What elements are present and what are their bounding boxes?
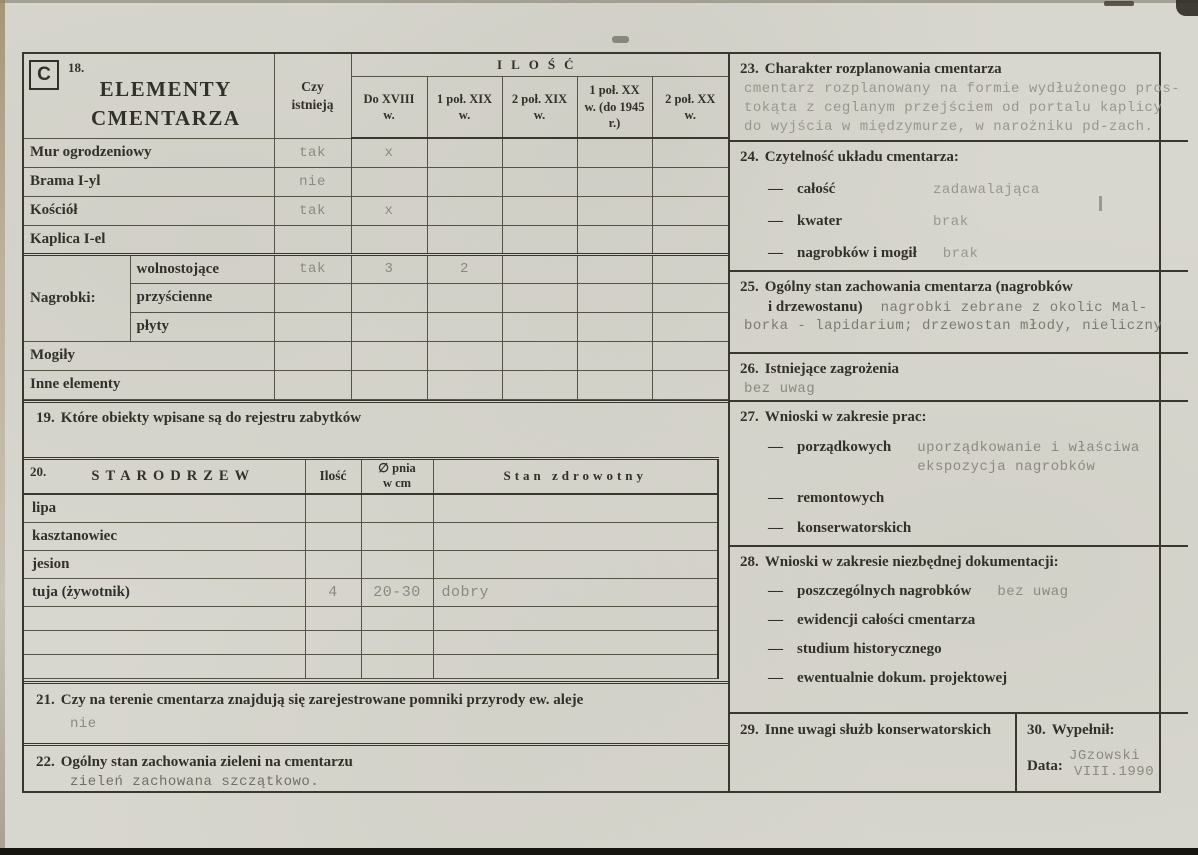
section-20 bbox=[24, 457, 728, 681]
date-value: VIII.1990 bbox=[1074, 764, 1155, 780]
exists-value bbox=[274, 312, 351, 341]
period-value bbox=[427, 370, 502, 399]
scan-artifact bbox=[1104, 1, 1134, 6]
date-label: Data: bbox=[1027, 758, 1063, 774]
row-label: Kościół bbox=[24, 196, 274, 225]
period-value bbox=[502, 341, 577, 370]
exists-value: tak bbox=[274, 196, 351, 225]
scan-artifact bbox=[612, 36, 629, 43]
tree-count bbox=[305, 654, 361, 678]
period-value bbox=[502, 196, 577, 225]
period-value bbox=[652, 370, 728, 399]
tree-count bbox=[305, 494, 361, 522]
health-column-header: Stan zdrowotny bbox=[433, 458, 718, 494]
period-value bbox=[577, 167, 652, 196]
period-value bbox=[351, 283, 427, 312]
section-29 bbox=[730, 714, 1017, 791]
right-column bbox=[730, 54, 1188, 791]
tree-diameter bbox=[361, 606, 433, 630]
tree-health bbox=[433, 550, 718, 578]
period-value bbox=[577, 225, 652, 254]
exists-value bbox=[274, 225, 351, 254]
period-value bbox=[502, 283, 577, 312]
table-row bbox=[24, 283, 728, 312]
tree-name bbox=[24, 630, 305, 654]
quantity-header: ILOŚĆ bbox=[351, 54, 728, 76]
tree-diameter bbox=[361, 494, 433, 522]
table-row bbox=[24, 550, 718, 578]
exists-value: tak bbox=[274, 254, 351, 283]
period-value bbox=[427, 138, 502, 167]
period-value bbox=[577, 341, 652, 370]
section-18-number: 18. bbox=[68, 60, 85, 75]
count-column-header: Ilość bbox=[305, 458, 361, 494]
section-26-answer: bez uwag bbox=[744, 381, 816, 397]
form-title-cell bbox=[24, 54, 274, 138]
corner-letter-box: C bbox=[29, 60, 59, 90]
tree-count bbox=[305, 522, 361, 550]
period-value bbox=[652, 225, 728, 254]
period-value: x bbox=[351, 196, 427, 225]
table-row bbox=[24, 225, 728, 254]
row-label: wolnostojące bbox=[130, 254, 274, 283]
table-row bbox=[24, 630, 718, 654]
table-row bbox=[24, 196, 728, 225]
period-value: 2 bbox=[427, 254, 502, 283]
item-answer: zadawalająca bbox=[933, 182, 1040, 198]
section-25 bbox=[730, 272, 1188, 354]
period-value bbox=[577, 138, 652, 167]
section-29-title: 29. Inne uwagi służb konserwatorskich bbox=[740, 722, 992, 738]
table-row bbox=[24, 167, 728, 196]
tree-health bbox=[433, 522, 718, 550]
filled-by-value: JGzowski bbox=[1069, 748, 1141, 764]
form-title bbox=[30, 59, 268, 132]
item-answer: uporządkowanie i właściwa ekspozycja nagrobków bbox=[917, 440, 1140, 475]
exists-value bbox=[274, 370, 351, 399]
tree-name: lipa bbox=[24, 494, 305, 522]
tree-name bbox=[24, 606, 305, 630]
period-value bbox=[427, 225, 502, 254]
dash: — bbox=[768, 520, 783, 536]
section-21 bbox=[24, 681, 728, 743]
period-value bbox=[502, 370, 577, 399]
period-value bbox=[652, 312, 728, 341]
section-23 bbox=[730, 54, 1188, 142]
period-value bbox=[577, 370, 652, 399]
nagrobki-group-label: Nagrobki: bbox=[24, 254, 130, 341]
section-27 bbox=[730, 402, 1188, 547]
dash: — bbox=[768, 583, 783, 599]
dash: — bbox=[768, 213, 783, 229]
item-answer: brak bbox=[933, 214, 969, 230]
table-row bbox=[24, 606, 718, 630]
period-value bbox=[351, 341, 427, 370]
scan-artifact bbox=[1176, 0, 1198, 16]
dash: — bbox=[768, 641, 783, 657]
list-item: — remontowych bbox=[768, 490, 885, 506]
section-25-answer-line2: borka - lapidarium; drzewostan młody, nieliczny bbox=[744, 318, 1163, 334]
period-header: 2 poł. XIX w. bbox=[502, 76, 577, 138]
period-value bbox=[577, 312, 652, 341]
period-header: 1 poł. XX w. (do 1945 r.) bbox=[577, 76, 652, 138]
period-value bbox=[652, 341, 728, 370]
table-row bbox=[24, 312, 728, 341]
period-value: 3 bbox=[351, 254, 427, 283]
tree-count bbox=[305, 606, 361, 630]
section-30-title: 30. Wypełnił: bbox=[1027, 722, 1115, 738]
period-value bbox=[577, 254, 652, 283]
exists-column-header: Czy istnieją bbox=[274, 54, 351, 138]
item-answer: bez uwag bbox=[997, 584, 1069, 600]
scan-edge-top bbox=[0, 0, 1198, 3]
row-label: Inne elementy bbox=[24, 370, 274, 399]
row-label: Kaplica I-el bbox=[24, 225, 274, 254]
tree-health: dobry bbox=[433, 578, 718, 606]
period-value bbox=[502, 312, 577, 341]
table-row bbox=[24, 254, 728, 283]
tree-diameter bbox=[361, 630, 433, 654]
scan-edge-left bbox=[0, 0, 5, 855]
tree-name: jesion bbox=[24, 550, 305, 578]
list-item: — poszczególnych nagrobków bez uwag bbox=[768, 583, 1069, 600]
list-item: — porządkowych uporządkowanie i właściwa ekspozycja nagrobków bbox=[768, 439, 1140, 475]
tree-name: kasztanowiec bbox=[24, 522, 305, 550]
period-value bbox=[652, 283, 728, 312]
dash: — bbox=[768, 612, 783, 628]
item-answer: brak bbox=[942, 246, 979, 262]
section-20-number: 20. bbox=[30, 463, 47, 479]
section-21-answer: nie bbox=[70, 715, 97, 732]
section-23-title: 23. Charakter rozplanowania cmentarza bbox=[740, 61, 1002, 77]
diameter-column-header: ∅ pnia w cm bbox=[361, 458, 433, 494]
tree-health bbox=[433, 494, 718, 522]
tree-name bbox=[24, 654, 305, 678]
period-value bbox=[502, 167, 577, 196]
table-row bbox=[24, 522, 718, 550]
exists-value bbox=[274, 341, 351, 370]
period-header: 1 poł. XIX w. bbox=[427, 76, 502, 138]
period-value bbox=[351, 167, 427, 196]
list-item: — ewidencji całości cmentarza bbox=[768, 612, 976, 628]
table-row bbox=[24, 578, 718, 606]
period-header: Do XVIII w. bbox=[351, 76, 427, 138]
section-30 bbox=[1017, 714, 1188, 791]
tree-health bbox=[433, 630, 718, 654]
tree-health bbox=[433, 654, 718, 678]
period-value bbox=[577, 283, 652, 312]
section-27-title: 27. Wnioski w zakresie prac: bbox=[740, 409, 927, 425]
section-21-title: 21. Czy na terenie cmentarza znajdują się zarejestrowane pomniki przyrody ew. aleje bbox=[36, 691, 584, 708]
tree-diameter: 20-30 bbox=[361, 578, 433, 606]
section-28 bbox=[730, 547, 1188, 714]
dash: — bbox=[768, 181, 783, 197]
dash: — bbox=[768, 439, 783, 455]
row-label: Brama I-yl bbox=[24, 167, 274, 196]
row-label: przyścienne bbox=[130, 283, 274, 312]
list-item: — kwater brak bbox=[768, 213, 969, 230]
row-label: Mogiły bbox=[24, 341, 274, 370]
elements-table bbox=[24, 54, 728, 400]
section-28-title: 28. Wnioski w zakresie niezbędnej dokumentacji: bbox=[740, 554, 1059, 570]
period-value bbox=[427, 341, 502, 370]
section-19 bbox=[24, 400, 728, 457]
period-value bbox=[502, 138, 577, 167]
period-value bbox=[427, 283, 502, 312]
period-value bbox=[351, 225, 427, 254]
dash: — bbox=[768, 670, 783, 686]
form-title-line1: ELEMENTY bbox=[99, 77, 232, 102]
section-23-answer: cmentarz rozplanowany na formie wydłużonego pros- tokąta z ceglanym przejściem od portalu kaplicy do wyjścia w międzymurze, w narożniku pd-zach. bbox=[744, 81, 1181, 135]
list-item: — studium historycznego bbox=[768, 641, 942, 657]
cemetery-form bbox=[22, 52, 1181, 793]
period-value bbox=[652, 254, 728, 283]
dash: — bbox=[768, 245, 783, 261]
tree-count: 4 bbox=[305, 578, 361, 606]
period-value bbox=[652, 167, 728, 196]
period-value: x bbox=[351, 138, 427, 167]
tree-diameter bbox=[361, 654, 433, 678]
starodrzew-title-cell bbox=[24, 458, 305, 494]
period-value bbox=[427, 196, 502, 225]
period-value bbox=[351, 370, 427, 399]
period-value bbox=[427, 167, 502, 196]
table-row bbox=[24, 370, 728, 399]
dash: — bbox=[768, 490, 783, 506]
row-label: Mur ogrodzeniowy bbox=[24, 138, 274, 167]
tree-diameter bbox=[361, 550, 433, 578]
section-22-answer: zieleń zachowana szczątkowo. bbox=[70, 773, 320, 790]
form-title-line2: CMENTARZA bbox=[90, 105, 241, 130]
tree-name: tuja (żywotnik) bbox=[24, 578, 305, 606]
section-26 bbox=[730, 354, 1188, 402]
exists-value: tak bbox=[274, 138, 351, 167]
table-row bbox=[24, 654, 718, 678]
period-value bbox=[577, 196, 652, 225]
starodrzew-table bbox=[24, 457, 719, 679]
table-row bbox=[24, 138, 728, 167]
section-24-title: 24. Czytelność układu cmentarza: bbox=[740, 149, 959, 165]
list-item: — nagrobków i mogił brak bbox=[768, 245, 979, 262]
list-item: — całość zadawalająca bbox=[768, 181, 1040, 198]
period-value bbox=[351, 312, 427, 341]
period-value bbox=[502, 225, 577, 254]
section-19-title: 19. Które obiekty wpisane są do rejestru zabytków bbox=[36, 409, 362, 426]
list-item: — ewentualnie dokum. projektowej bbox=[768, 670, 1008, 686]
section-25-title: 25. Ogólny stan zachowania cmentarza (nagrobków bbox=[740, 279, 1073, 295]
section-25-title-line2: i drzewostanu) nagrobki zebrane z okolic Mal- bbox=[768, 299, 1148, 316]
section-26-title: 26. Istniejące zagrożenia bbox=[740, 361, 900, 377]
exists-value: nie bbox=[274, 167, 351, 196]
period-value bbox=[652, 138, 728, 167]
table-row bbox=[24, 494, 718, 522]
period-value bbox=[652, 196, 728, 225]
table-row bbox=[24, 341, 728, 370]
left-column bbox=[24, 54, 730, 791]
section-29-30 bbox=[730, 714, 1188, 791]
tree-health bbox=[433, 606, 718, 630]
tree-count bbox=[305, 550, 361, 578]
row-label: płyty bbox=[130, 312, 274, 341]
period-header: 2 poł. XX w. bbox=[652, 76, 728, 138]
section-25-answer-line1: nagrobki zebrane z okolic Mal- bbox=[880, 300, 1148, 316]
starodrzew-title: STARODRZEW bbox=[91, 467, 256, 484]
section-22-title: 22. Ogólny stan zachowania zieleni na cmentarzu bbox=[36, 753, 353, 770]
scan-edge-bottom bbox=[0, 848, 1198, 855]
period-value bbox=[427, 312, 502, 341]
exists-value bbox=[274, 283, 351, 312]
tree-count bbox=[305, 630, 361, 654]
list-item: — konserwatorskich bbox=[768, 520, 912, 536]
section-24 bbox=[730, 142, 1188, 272]
period-value bbox=[502, 254, 577, 283]
section-22 bbox=[24, 743, 728, 792]
tree-diameter bbox=[361, 522, 433, 550]
